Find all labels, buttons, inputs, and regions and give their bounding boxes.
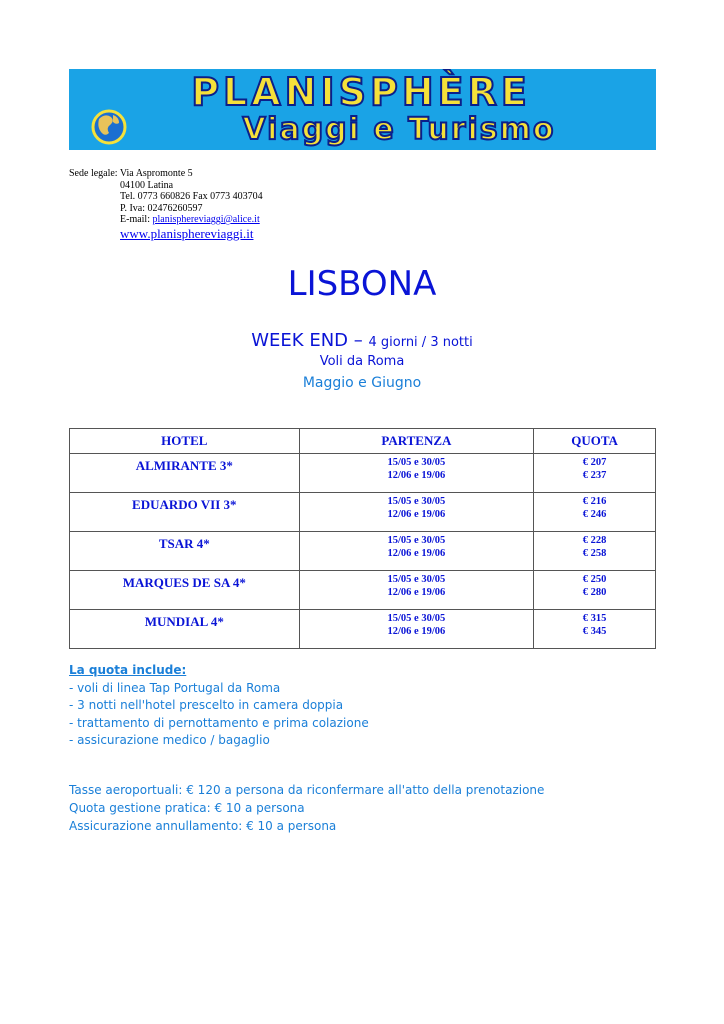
departure-dates	[299, 571, 534, 610]
list-item: - voli di linea Tap Portugal da Roma	[69, 680, 281, 695]
table-row	[70, 454, 656, 493]
date-pair: 15/05 e 30/05	[387, 613, 446, 624]
prices	[534, 454, 656, 493]
vat-number: P. Iva: 02476260597	[120, 202, 203, 214]
date-pair: 12/06 e 19/06	[387, 586, 446, 598]
price: € 345	[582, 625, 607, 637]
prices	[534, 532, 656, 571]
header-hotel: HOTEL	[70, 429, 300, 454]
handling-fee: Quota gestione pratica: € 10 a persona	[69, 801, 305, 815]
header-partenza: PARTENZA	[299, 429, 534, 454]
logo-line1: PLANISPHÈRE	[191, 70, 531, 114]
date-pair: 15/05 e 30/05	[387, 535, 446, 546]
globe-icon	[93, 111, 125, 143]
departure-dates	[299, 454, 534, 493]
departure-dates	[299, 532, 534, 571]
subtitle-separator: –	[348, 330, 369, 351]
hotel-price-table	[69, 428, 656, 649]
logo-line2: Viaggi e Turismo	[242, 112, 556, 147]
months-info: Maggio e Giugno	[302, 375, 422, 391]
list-item: - trattamento di pernottamento e prima colazione	[69, 715, 369, 730]
departure-dates	[299, 493, 534, 532]
includes-section	[69, 662, 369, 750]
header-quota: QUOTA	[534, 429, 656, 454]
list-item: - assicurazione medico / bagaglio	[69, 733, 270, 747]
date-pair: 12/06 e 19/06	[387, 547, 446, 559]
table-row	[70, 571, 656, 610]
price: € 258	[582, 547, 607, 559]
price: € 228	[582, 535, 607, 546]
prices	[534, 571, 656, 610]
table-header-row	[70, 429, 656, 454]
date-pair: 12/06 e 19/06	[387, 625, 446, 637]
prices	[534, 610, 656, 649]
price: € 237	[582, 469, 607, 481]
flights-info: Voli da Roma	[319, 354, 405, 369]
table-row	[70, 610, 656, 649]
price: € 216	[582, 496, 607, 507]
hotel-name: MUNDIAL 4*	[70, 610, 300, 649]
contact-info	[69, 168, 263, 242]
subtitle-main: WEEK END	[251, 330, 349, 351]
email-label: E-mail:	[120, 214, 153, 225]
table-row	[70, 493, 656, 532]
table-row	[70, 532, 656, 571]
includes-heading: La quota include:	[69, 663, 187, 677]
price: € 280	[582, 586, 607, 598]
date-pair: 15/05 e 30/05	[387, 496, 446, 507]
subtitle	[0, 330, 724, 351]
city: 04100 Latina	[120, 179, 174, 191]
logo-banner	[69, 69, 656, 150]
price: € 250	[582, 574, 607, 585]
phone-fax: Tel. 0773 660826 Fax 0773 403704	[120, 191, 263, 202]
airport-taxes: Tasse aeroportuali: € 120 a persona da riconfermare all'atto della prenotazione	[69, 783, 545, 797]
date-pair: 12/06 e 19/06	[387, 469, 446, 481]
extras-section	[69, 781, 544, 835]
address-label: Sede legale: Via Aspromonte 5	[69, 168, 193, 179]
date-pair: 12/06 e 19/06	[387, 508, 446, 520]
hotel-name: EDUARDO VII 3*	[70, 493, 300, 532]
price: € 207	[582, 457, 607, 468]
subtitle-detail: 4 giorni / 3 notti	[368, 335, 473, 350]
price: € 246	[582, 508, 607, 520]
hotel-name: ALMIRANTE 3*	[70, 454, 300, 493]
hotel-name: TSAR 4*	[70, 532, 300, 571]
price: € 315	[582, 613, 607, 624]
prices	[534, 493, 656, 532]
logo	[69, 69, 656, 150]
hotel-name: MARQUES DE SA 4*	[70, 571, 300, 610]
date-pair: 15/05 e 30/05	[387, 574, 446, 585]
departure-dates	[299, 610, 534, 649]
email-line	[69, 214, 263, 226]
list-item: - 3 notti nell'hotel prescelto in camera doppia	[69, 698, 344, 712]
date-pair: 15/05 e 30/05	[387, 457, 446, 468]
page-title: LISBONA	[287, 264, 437, 304]
website-link[interactable]: www.planisphereviaggi.it	[120, 225, 254, 241]
cancellation-insurance: Assicurazione annullamento: € 10 a persona	[69, 819, 337, 833]
email-link[interactable]: planisphereviaggi@alice.it	[152, 214, 260, 225]
